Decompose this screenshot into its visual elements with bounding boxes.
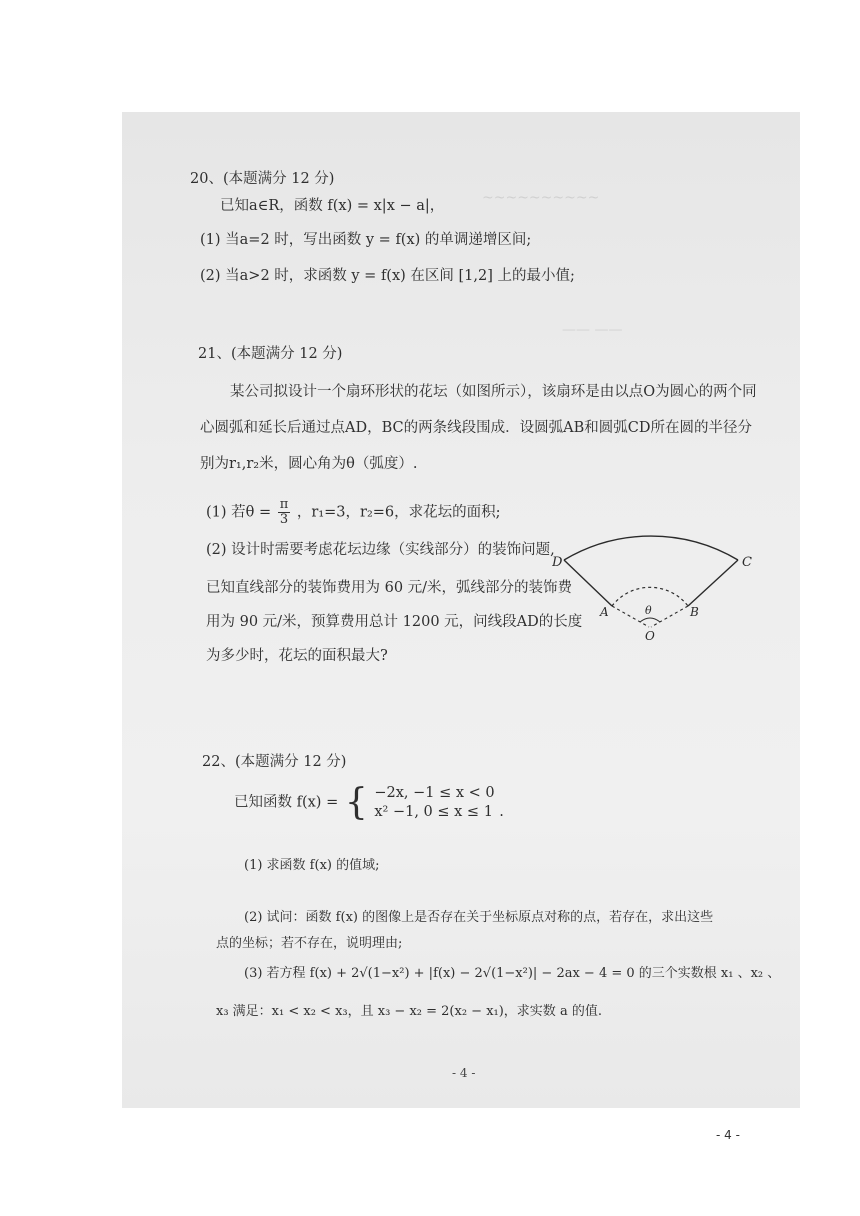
- question-22-stem-prefix: 已知函数 f(x) =: [234, 794, 339, 811]
- question-21-part-1-prefix: (1) 若θ =: [206, 504, 272, 521]
- label-b: B: [690, 605, 699, 619]
- question-20-part-1: (1) 当a=2 时，写出函数 y = f(x) 的单调递增区间;: [200, 232, 532, 248]
- angle-theta-arc: [640, 618, 660, 622]
- annular-sector-figure: [552, 502, 752, 652]
- question-21-part-2-line-1: (2) 设计时需要考虑花坛边缘（实线部分）的装饰问题,: [206, 542, 555, 558]
- question-21-stem-line-1: 某公司拟设计一个扇环形状的花坛（如图所示），该扇环是由以点O为圆心的两个同: [230, 384, 757, 400]
- question-20-stem: 已知a∈R，函数 f(x) = x|x − a|，: [220, 198, 445, 214]
- fraction-denominator: 3: [279, 512, 289, 527]
- piecewise-case-2: x² −1, 0 ≤ x ≤ 1: [374, 804, 493, 820]
- label-theta: θ: [645, 604, 652, 617]
- page-number: - 4 -: [716, 1128, 740, 1142]
- label-a: A: [600, 605, 609, 619]
- bleed-through-mark: ~~~~~~~~~~: [482, 190, 600, 206]
- question-21-part-1-suffix: ，r₁=3，r₂=6，求花坛的面积;: [296, 504, 501, 521]
- piecewise-cases: [374, 784, 494, 822]
- question-21-part-2-line-3: 用为 90 元/米，预算费用总计 1200 元，问线段AD的长度: [206, 614, 583, 630]
- question-21-stem-line-3: 别为r₁,r₂米，圆心角为θ（弧度）.: [200, 456, 418, 472]
- label-d: D: [552, 555, 563, 570]
- question-22-part-1: (1) 求函数 f(x) 的值域;: [244, 858, 380, 873]
- fraction-numerator: π: [279, 497, 289, 512]
- angle-fraction: [278, 498, 291, 527]
- label-o: O: [645, 629, 655, 643]
- outer-arc-dc: [564, 536, 738, 560]
- bleed-through-mark: —— ——: [562, 322, 623, 338]
- question-21-part-2-line-4: 为多少时，花坛的面积最大?: [206, 648, 388, 664]
- radius-ao: [612, 606, 649, 627]
- question-21-header: 21、(本题满分 12 分): [198, 346, 343, 362]
- inner-page-footer: - 4 -: [452, 1066, 476, 1080]
- segment-cb: [688, 560, 738, 606]
- question-22-part-2-line-1: (2) 试问：函数 f(x) 的图像上是否存在关于坐标原点对称的点，若存在，求出这些: [244, 910, 714, 925]
- question-22-stem-suffix: .: [499, 804, 504, 820]
- segment-da: [564, 560, 612, 606]
- question-22-header: 22、(本题满分 12 分): [202, 754, 347, 770]
- question-20-header: 20、(本题满分 12 分): [190, 171, 335, 187]
- question-22-part-2-line-2: 点的坐标；若不存在，说明理由;: [216, 936, 403, 951]
- piecewise-brace: {: [344, 782, 368, 823]
- question-22-part-3-line-2: x₃ 满足：x₁ < x₂ < x₃，且 x₃ − x₂ = 2(x₂ − x₁)，求实数 a 的值.: [216, 1004, 602, 1019]
- question-22-stem: [234, 784, 504, 822]
- label-c: C: [742, 555, 752, 570]
- piecewise-case-1: −2x, −1 ≤ x < 0: [374, 785, 495, 801]
- question-21-part-2-line-2: 已知直线部分的装饰费用为 60 元/米，弧线部分的装饰费: [206, 580, 573, 596]
- scanned-exam-photo: [122, 112, 800, 1108]
- radius-bo: [651, 606, 688, 627]
- question-21-stem-line-2: 心圆弧和延长后通过点AD，BC的两条线段围成．设圆弧AB和圆弧CD所在圆的半径分: [200, 420, 752, 436]
- question-22-part-3-line-1: (3) 若方程 f(x) + 2√(1−x²) + |f(x) − 2√(1−x²)| − 2ax − 4 = 0 的三个实数根 x₁ 、x₂ 、: [244, 966, 781, 981]
- question-21-part-1: [206, 498, 501, 527]
- question-20-part-2: (2) 当a>2 时，求函数 y = f(x) 在区间 [1,2] 上的最小值;: [200, 268, 575, 284]
